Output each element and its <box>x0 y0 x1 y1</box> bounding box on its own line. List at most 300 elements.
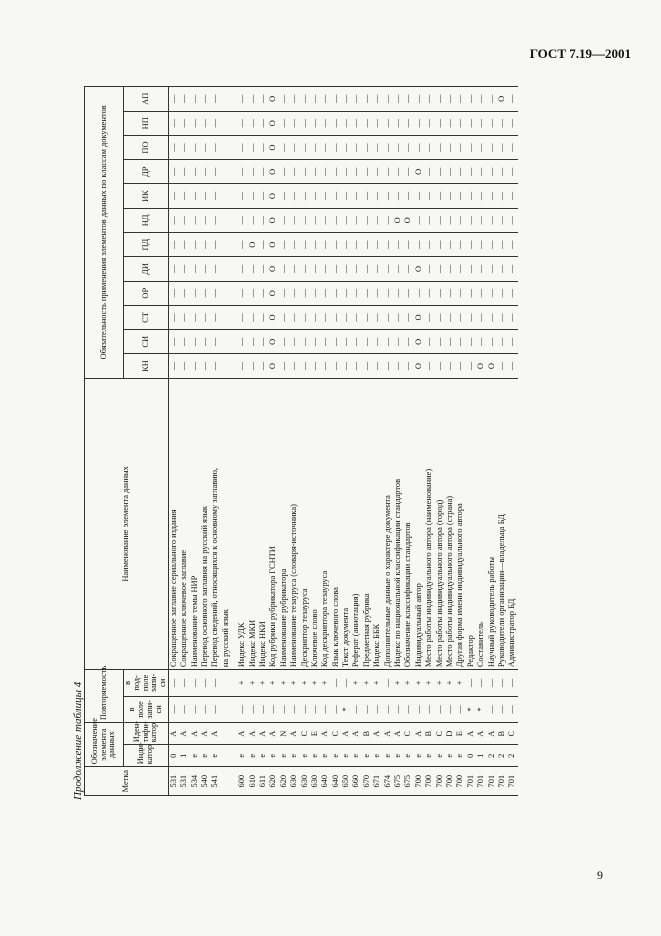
cell-class-value: — <box>383 111 393 135</box>
cell-class-value: O <box>269 208 279 232</box>
cell-class-value: — <box>476 305 486 329</box>
cell-in-record: — <box>414 696 424 722</box>
table-row <box>200 87 210 796</box>
cell-class-value: — <box>404 257 414 281</box>
cell-class-value: — <box>424 208 434 232</box>
cell-metka: 671 <box>372 767 382 796</box>
cell-class-value: — <box>445 281 455 305</box>
cell-class-value: — <box>310 111 320 135</box>
cell-class-value: — <box>321 135 331 159</box>
cell-class-value: — <box>404 233 414 257</box>
cell-class-value: — <box>169 305 180 329</box>
cell-metka: 540 <box>200 767 210 796</box>
cell-identifier: A <box>269 723 279 745</box>
cell-metka: 701 <box>497 767 507 796</box>
cell-name: Код рубрики рубрикатора ГСНТИ <box>269 378 279 669</box>
cell-class-value: — <box>169 184 180 208</box>
header-class: ДИ <box>124 257 169 281</box>
cell-class-value: — <box>300 233 310 257</box>
cell-class-value: — <box>435 87 445 112</box>
cell-class-value: — <box>248 160 258 184</box>
cell-in-record: — <box>331 696 341 722</box>
cell-class-value: — <box>169 111 180 135</box>
cell-class-value: — <box>200 184 210 208</box>
cell-class-value: — <box>248 208 258 232</box>
table-row <box>310 87 320 796</box>
cell-class-value: — <box>341 184 351 208</box>
cell-class-value: — <box>372 330 382 354</box>
cell-class-value: — <box>211 257 221 281</box>
cell-class-value: — <box>341 257 351 281</box>
cell-class-value: — <box>414 87 424 112</box>
cell-class-value: — <box>341 87 351 112</box>
cell-class-value: — <box>456 354 466 378</box>
cell-class-value: — <box>310 135 320 159</box>
cell-class-value: O <box>269 135 279 159</box>
header-class: ДР <box>124 160 169 184</box>
header-indicator: Инди-катор <box>124 745 169 767</box>
cell-in-record: — <box>393 696 403 722</box>
table-row <box>269 87 279 796</box>
cell-class-value: — <box>383 87 393 112</box>
cell-name: Место работы индивидуального автора (город) <box>435 378 445 669</box>
cell-indicator: e <box>248 745 258 767</box>
cell-class-value: — <box>300 208 310 232</box>
cell-class-value: — <box>487 184 497 208</box>
cell-class-value: — <box>169 257 180 281</box>
cell-class-value: — <box>248 184 258 208</box>
cell-metka: 630 <box>289 767 299 796</box>
cell-class-value: — <box>508 135 518 159</box>
cell-class-value: — <box>190 233 200 257</box>
table-row <box>487 87 497 796</box>
cell-class-value: — <box>352 281 362 305</box>
cell-class-value: — <box>321 281 331 305</box>
cell-identifier: A <box>476 723 486 745</box>
cell-metka: 534 <box>190 767 200 796</box>
cell-class-value: — <box>508 184 518 208</box>
cell-class-value: — <box>169 233 180 257</box>
cell-indicator: e <box>341 745 351 767</box>
cell-class-value: — <box>200 87 210 112</box>
table-row <box>248 87 258 796</box>
cell-class-value: — <box>414 135 424 159</box>
cell-class-value: — <box>179 354 189 378</box>
cell-class-value: — <box>321 233 331 257</box>
cell-identifier: A <box>258 723 268 745</box>
cell-in-record: — <box>435 696 445 722</box>
header-class: ПО <box>124 135 169 159</box>
cell-class-value: — <box>497 305 507 329</box>
cell-class-value: — <box>393 87 403 112</box>
cell-in-record: — <box>404 696 414 722</box>
cell-class-value: — <box>372 257 382 281</box>
cell-class-value: — <box>352 111 362 135</box>
cell-class-value: — <box>445 354 455 378</box>
cell-indicator: e <box>237 745 247 767</box>
cell-class-value: — <box>211 87 221 112</box>
cell-class-value <box>221 87 231 112</box>
cell-identifier: A <box>466 723 476 745</box>
cell-class-value: — <box>341 111 351 135</box>
cell-class-value: — <box>237 208 247 232</box>
cell-class-value: — <box>456 208 466 232</box>
cell-name: Индивидуальный автор <box>414 378 424 669</box>
cell-class-value: — <box>404 305 414 329</box>
cell-class-value: — <box>362 208 372 232</box>
cell-class-value: — <box>300 87 310 112</box>
cell-in-subfield: + <box>310 670 320 696</box>
table-body <box>169 87 518 796</box>
cell-name: Обозначение классификации стандартов <box>404 378 414 669</box>
cell-name: Наименование тезауруса (словаря-источника) <box>289 378 299 669</box>
cell-class-value: — <box>466 354 476 378</box>
cell-name: Индекс по национальной классификации стандартов <box>393 378 403 669</box>
cell-class-value: — <box>352 208 362 232</box>
cell-class-value: — <box>289 87 299 112</box>
cell-class-value <box>221 184 231 208</box>
cell-class-value <box>221 135 231 159</box>
cell-class-value: — <box>341 135 351 159</box>
cell-identifier: A <box>190 723 200 745</box>
cell-name: Реферат (аннотация) <box>352 378 362 669</box>
cell-class-value: — <box>200 111 210 135</box>
cell-class-value: — <box>362 330 372 354</box>
cell-indicator: e <box>190 745 200 767</box>
cell-class-value: — <box>445 160 455 184</box>
cell-class-value: — <box>200 233 210 257</box>
cell-class-value: — <box>179 257 189 281</box>
cell-in-subfield: + <box>424 670 434 696</box>
cell-class-value: — <box>258 208 268 232</box>
header-in-subfield: в под-поле запи-си <box>124 670 169 696</box>
cell-indicator: e <box>352 745 362 767</box>
cell-in-record: — <box>372 696 382 722</box>
cell-in-subfield: — <box>497 670 507 696</box>
cell-class-value: — <box>289 257 299 281</box>
cell-class-value: — <box>179 281 189 305</box>
cell-metka: 700 <box>414 767 424 796</box>
header-repeatability: Повторяемость <box>85 670 124 723</box>
cell-class-value: — <box>372 184 382 208</box>
cell-name: Код дескриптора тезауруса <box>321 378 331 669</box>
cell-class-value: — <box>424 184 434 208</box>
cell-class-value: — <box>424 135 434 159</box>
cell-class-value: — <box>352 184 362 208</box>
cell-class-value: — <box>300 330 310 354</box>
cell-in-subfield: — <box>200 670 210 696</box>
cell-class-value: — <box>321 330 331 354</box>
cell-class-value: — <box>331 135 341 159</box>
cell-class-value: — <box>248 135 258 159</box>
cell-class-value: — <box>476 257 486 281</box>
cell-class-value: — <box>372 305 382 329</box>
cell-class-value: — <box>169 281 180 305</box>
cell-class-value: — <box>190 135 200 159</box>
cell-class-value: — <box>258 160 268 184</box>
cell-name: Сокращенное заглавие сериального издания <box>169 378 180 669</box>
cell-class-value: — <box>211 184 221 208</box>
cell-class-value: — <box>487 111 497 135</box>
cell-class-value: — <box>279 111 289 135</box>
cell-indicator: 0 <box>466 745 476 767</box>
cell-class-value: — <box>414 208 424 232</box>
cell-name: Перевод основного заглавия на русский язык <box>200 378 210 669</box>
cell-class-value: — <box>445 135 455 159</box>
cell-class-value: — <box>200 160 210 184</box>
cell-in-record: — <box>321 696 331 722</box>
cell-class-value: — <box>321 111 331 135</box>
cell-class-value: — <box>310 87 320 112</box>
cell-class-value: — <box>190 87 200 112</box>
cell-class-value: — <box>393 233 403 257</box>
cell-indicator: e <box>300 745 310 767</box>
cell-class-value: O <box>414 160 424 184</box>
cell-class-value: — <box>497 135 507 159</box>
cell-in-subfield: — <box>487 670 497 696</box>
cell-class-value: — <box>393 281 403 305</box>
header-class: СТ <box>124 305 169 329</box>
cell-class-value: O <box>269 160 279 184</box>
cell-class-value: — <box>179 233 189 257</box>
cell-class-value: — <box>179 87 189 112</box>
cell-in-record: — <box>424 696 434 722</box>
header-class: КН <box>124 354 169 378</box>
table-row <box>476 87 486 796</box>
cell-class-value: — <box>248 281 258 305</box>
header-in-record: в поле запи-си <box>124 696 169 722</box>
table-row <box>237 87 247 796</box>
cell-indicator: e <box>279 745 289 767</box>
cell-class-value: — <box>237 281 247 305</box>
cell-metka: 701 <box>476 767 486 796</box>
cell-metka: 650 <box>341 767 351 796</box>
cell-metka: 610 <box>248 767 258 796</box>
cell-class-value: — <box>445 111 455 135</box>
cell-class-value: — <box>248 87 258 112</box>
rotated-table-wrapper <box>84 86 604 796</box>
cell-class-value: — <box>321 87 331 112</box>
header-class: ПД <box>124 233 169 257</box>
cell-class-value: — <box>190 281 200 305</box>
cell-class-value: — <box>404 354 414 378</box>
cell-class-value: — <box>179 135 189 159</box>
cell-class-value: — <box>372 281 382 305</box>
cell-class-value: — <box>190 305 200 329</box>
table-row <box>169 87 180 796</box>
cell-class-value: — <box>300 281 310 305</box>
cell-class-value: — <box>300 111 310 135</box>
cell-class-value: — <box>456 233 466 257</box>
cell-in-record: — <box>456 696 466 722</box>
cell-class-value: — <box>508 160 518 184</box>
cell-class-value: — <box>279 354 289 378</box>
table-row <box>331 87 341 796</box>
cell-class-value: — <box>179 184 189 208</box>
cell-class-value: — <box>169 330 180 354</box>
cell-class-value: — <box>289 135 299 159</box>
cell-metka: 700 <box>435 767 445 796</box>
cell-class-value: — <box>424 87 434 112</box>
cell-class-value: — <box>476 281 486 305</box>
cell-class-value <box>221 281 231 305</box>
cell-class-value: — <box>321 160 331 184</box>
cell-name: Место работы индивидуального автора (наименование) <box>424 378 434 669</box>
cell-indicator: e <box>211 745 221 767</box>
cell-class-value: — <box>393 330 403 354</box>
cell-in-subfield: — <box>466 670 476 696</box>
cell-class-value: — <box>372 233 382 257</box>
cell-class-value: — <box>508 257 518 281</box>
cell-class-value: — <box>466 111 476 135</box>
cell-indicator: e <box>269 745 279 767</box>
cell-class-value: — <box>497 330 507 354</box>
cell-class-value: — <box>200 257 210 281</box>
cell-class-value: — <box>508 281 518 305</box>
cell-class-value: — <box>341 305 351 329</box>
cell-in-subfield: — <box>341 670 351 696</box>
cell-class-value: — <box>445 330 455 354</box>
cell-in-subfield: + <box>279 670 289 696</box>
header-class: АП <box>124 87 169 112</box>
cell-in-record: — <box>352 696 362 722</box>
cell-metka: 675 <box>404 767 414 796</box>
cell-in-record: — <box>300 696 310 722</box>
cell-indicator: e <box>435 745 445 767</box>
cell-indicator: e <box>383 745 393 767</box>
cell-in-subfield: + <box>248 670 258 696</box>
cell-class-value: — <box>310 160 320 184</box>
cell-class-value: — <box>279 160 289 184</box>
cell-class-value: — <box>310 208 320 232</box>
cell-metka: 701 <box>508 767 518 796</box>
document-header: ГОСТ 7.19—2001 <box>529 46 631 61</box>
cell-class-value: — <box>331 160 341 184</box>
table-row <box>279 87 289 796</box>
cell-identifier: A <box>289 723 299 745</box>
cell-class-value: — <box>258 111 268 135</box>
cell-class-value: — <box>179 160 189 184</box>
cell-class-value: — <box>497 354 507 378</box>
cell-class-value: — <box>383 281 393 305</box>
cell-class-value: — <box>508 87 518 112</box>
cell-in-subfield: + <box>445 670 455 696</box>
cell-class-value: — <box>169 87 180 112</box>
header-class: НП <box>124 111 169 135</box>
cell-class-value: — <box>341 233 351 257</box>
cell-class-value: — <box>508 208 518 232</box>
cell-class-value: — <box>424 233 434 257</box>
cell-class-value: — <box>321 208 331 232</box>
cell-class-value: — <box>445 233 455 257</box>
cell-class-value: — <box>435 184 445 208</box>
cell-metka: 700 <box>445 767 455 796</box>
cell-class-value: — <box>362 281 372 305</box>
cell-in-subfield: + <box>237 670 247 696</box>
cell-class-value: — <box>237 305 247 329</box>
table-row <box>221 87 231 796</box>
cell-in-record: — <box>258 696 268 722</box>
cell-in-subfield: + <box>300 670 310 696</box>
cell-indicator: e <box>372 745 382 767</box>
cell-metka: 541 <box>211 767 221 796</box>
cell-class-value: — <box>211 330 221 354</box>
cell-metka: 675 <box>393 767 403 796</box>
cell-class-value: — <box>169 354 180 378</box>
cell-class-value: — <box>200 305 210 329</box>
cell-in-subfield: + <box>289 670 299 696</box>
cell-in-record: — <box>487 696 497 722</box>
cell-class-value: — <box>331 184 341 208</box>
cell-class-value: — <box>258 87 268 112</box>
cell-class-value: — <box>456 330 466 354</box>
cell-in-record: — <box>508 696 518 722</box>
table-row <box>179 87 189 796</box>
cell-class-value: — <box>300 135 310 159</box>
cell-metka: 640 <box>331 767 341 796</box>
cell-class-value: — <box>190 257 200 281</box>
cell-class-value: — <box>352 354 362 378</box>
cell-class-value: — <box>321 354 331 378</box>
cell-name: Сокращенное ключевое заглавие <box>179 378 189 669</box>
cell-metka: 630 <box>310 767 320 796</box>
cell-class-value: — <box>362 135 372 159</box>
cell-identifier: A <box>321 723 331 745</box>
cell-class-value: O <box>269 233 279 257</box>
cell-class-value: — <box>456 184 466 208</box>
cell-in-record: — <box>289 696 299 722</box>
cell-in-record: — <box>362 696 372 722</box>
cell-class-value: — <box>476 111 486 135</box>
cell-name: Составитель <box>476 378 486 669</box>
cell-identifier: C <box>508 723 518 745</box>
cell-indicator: e <box>456 745 466 767</box>
cell-name: Индекс НКИ <box>258 378 268 669</box>
cell-class-value: — <box>404 135 414 159</box>
cell-class-value: — <box>435 208 445 232</box>
cell-class-value: — <box>179 305 189 329</box>
cell-in-record: — <box>179 696 189 722</box>
cell-class-value: — <box>445 208 455 232</box>
cell-class-value: — <box>331 87 341 112</box>
cell-class-value: — <box>424 354 434 378</box>
cell-class-value: — <box>279 281 289 305</box>
cell-class-value: — <box>352 160 362 184</box>
cell-class-value: — <box>372 208 382 232</box>
table-row <box>321 87 331 796</box>
cell-class-value: — <box>393 184 403 208</box>
cell-class-value: — <box>248 111 258 135</box>
cell-class-value: O <box>269 184 279 208</box>
cell-class-value: — <box>237 111 247 135</box>
table-row <box>445 87 455 796</box>
cell-indicator: e <box>414 745 424 767</box>
cell-in-record: — <box>237 696 247 722</box>
cell-class-value: — <box>279 305 289 329</box>
cell-class-value: — <box>211 135 221 159</box>
cell-identifier: D <box>445 723 455 745</box>
cell-class-value: O <box>269 354 279 378</box>
cell-class-value: — <box>341 160 351 184</box>
cell-metka: 674 <box>383 767 393 796</box>
cell-class-value: — <box>487 257 497 281</box>
cell-class-value: — <box>352 87 362 112</box>
table-row <box>497 87 507 796</box>
cell-class-value: — <box>424 330 434 354</box>
cell-class-value: — <box>331 208 341 232</box>
cell-class-value: — <box>279 233 289 257</box>
cell-class-value: — <box>237 160 247 184</box>
